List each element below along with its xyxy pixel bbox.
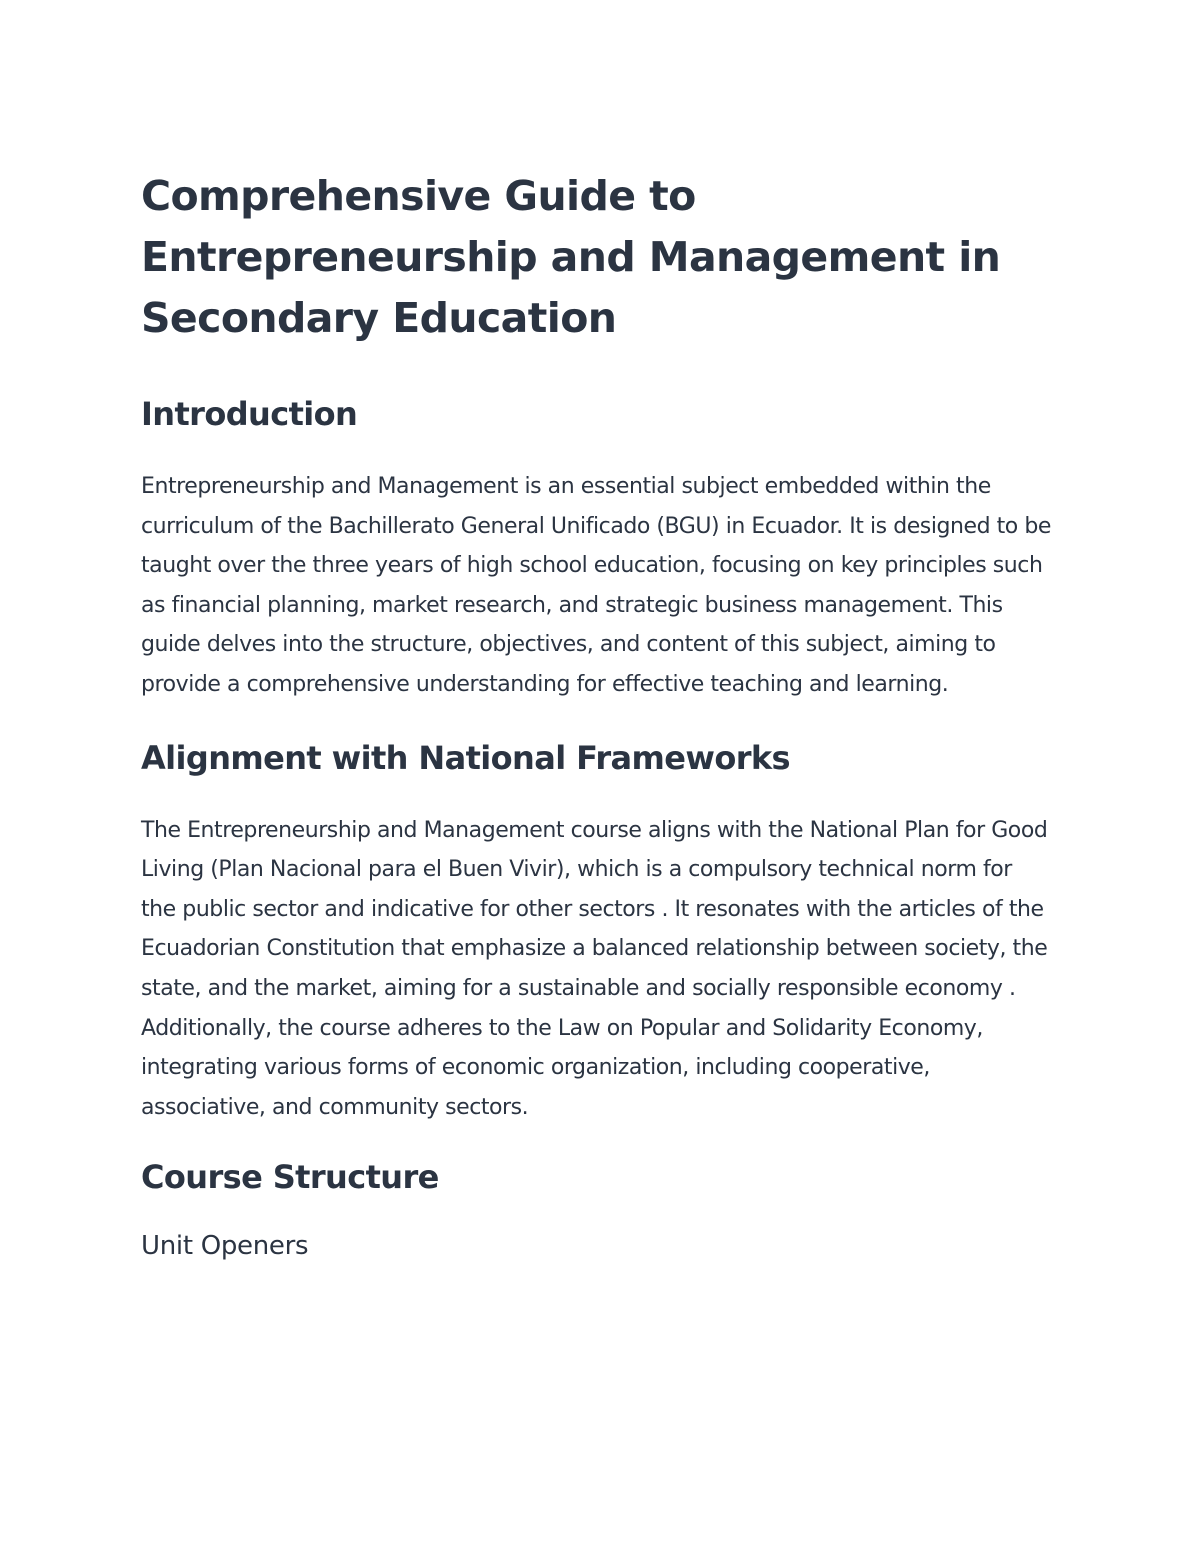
section-heading-course-structure: Course Structure	[141, 1158, 439, 1197]
section-paragraph-introduction: Entrepreneurship and Management is an essential subject embedded within the curriculum of the Bachillerato General Unificado (BGU) in Ecuador. It is designed to be taught over the three years of high school education, focusing on key principles such as financial planning, market research, and strategic business management. This guide delves into the structure, objectives, and content of this subject, aiming to provide a comprehensive understanding for effective teaching and learning.	[141, 474, 1051, 697]
document-page	[141, 166, 1051, 1263]
section-heading-alignment: Alignment with National Frameworks	[141, 738, 791, 777]
document-title: Comprehensive Guide to Entrepreneurship and Management in Secondary Education	[141, 172, 1001, 342]
subsection-heading-unit-openers: Unit Openers	[141, 1231, 309, 1262]
section-heading-introduction: Introduction	[141, 395, 358, 433]
section-paragraph-alignment: The Entrepreneurship and Management course aligns with the National Plan for Good Living (Plan Nacional para el Buen Vivir), which is a compulsory technical norm for the public sector and indicative for other sectors . It resonates with the articles of the Ecuadorian Constitution that emphasize a balanced relationship between society, the state, and the market, aiming for a sustainable and socially responsible economy . Additionally, the course adheres to the Law on Popular and Solidarity Economy, integrating various forms of economic organization, including cooperative, associative, and community sectors.	[141, 817, 1048, 1120]
